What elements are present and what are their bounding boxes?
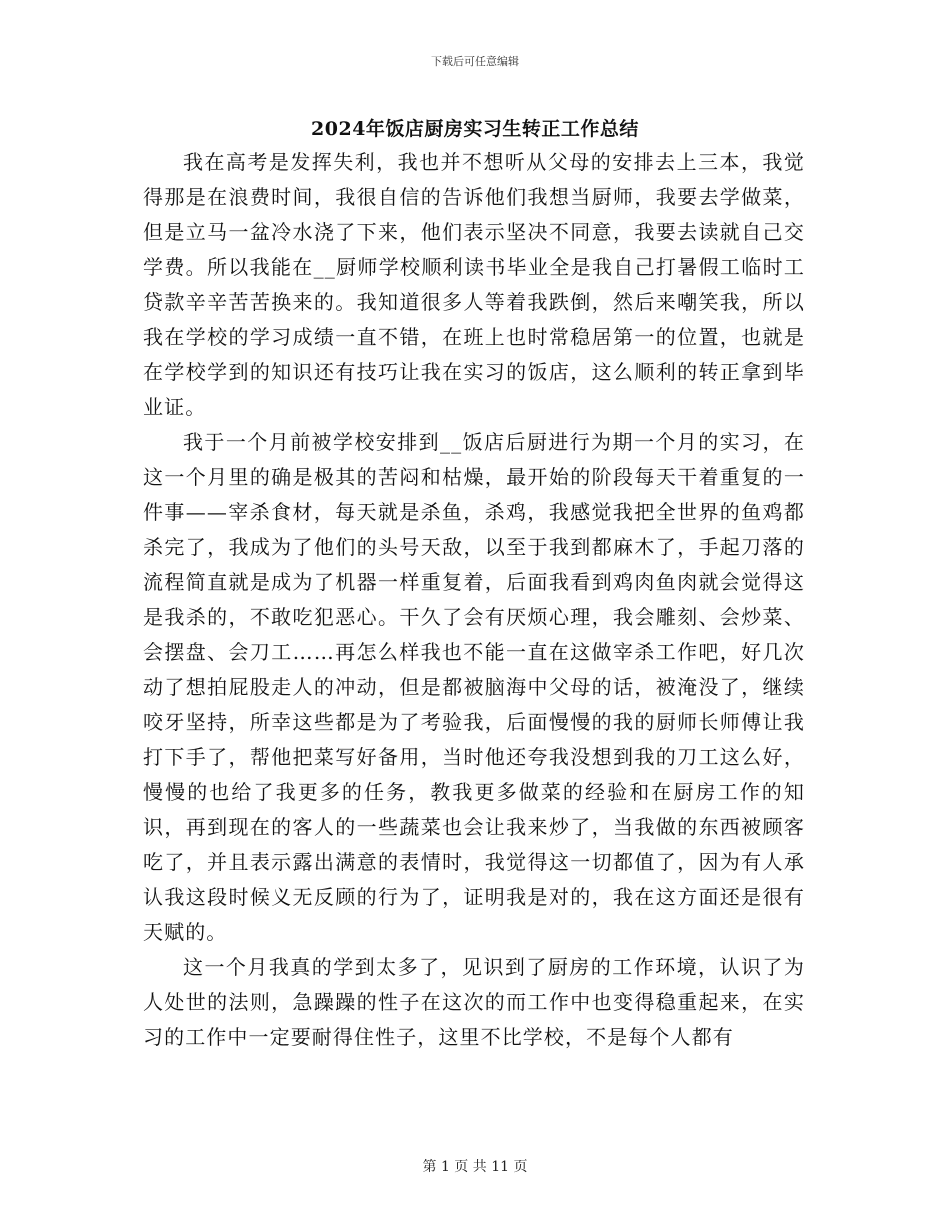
page-number: 第 1 页 共 11 页 xyxy=(422,1159,528,1175)
document-body xyxy=(143,145,805,1055)
paragraph: 这一个月我真的学到太多了，见识到了厨房的工作环境，认识了为人处世的法则，急躁躁的性子在这次的而工作中也变得稳重起来，在实习的工作中一定要耐得住性子，这里不比学校，不是每个人都有 xyxy=(143,955,805,1049)
header-note: 下载后可任意编辑 xyxy=(431,55,519,68)
document-title: 2024年饭店厨房实习生转正工作总结 xyxy=(311,118,639,140)
paragraph: 我在高考是发挥失利，我也并不想听从父母的安排去上三本，我觉得那是在浪费时间，我很自信的告诉他们我想当厨师，我要去学做菜，但是立马一盆冷水浇了下来，他们表示坚决不同意，我要去读就自己交学费。所以我能在__厨师学校顺利读书毕业全是我自己打暑假工临时工贷款辛辛苦苦换来的。我知道很多人等着我跌倒，然后来嘲笑我，所以我在学校的学习成绩一直不错，在班上也时常稳居第一的位置，也就是在学校学到的知识还有技巧让我在实习的饭店，这么顺利的转正拿到毕业证。 xyxy=(143,150,805,419)
paragraph: 我于一个月前被学校安排到__饭店后厨进行为期一个月的实习，在这一个月里的确是极其的苦闷和枯燥，最开始的阶段每天干着重复的一件事——宰杀食材，每天就是杀鱼，杀鸡，我感觉我把全世界的鱼鸡都杀完了，我成为了他们的头号天敌，以至于我到都麻木了，手起刀落的流程简直就是成为了机器一样重复着，后面我看到鸡肉鱼肉就会觉得这是我杀的，不敢吃犯恶心。干久了会有厌烦心理，我会雕刻、会炒菜、会摆盘、会刀工……再怎么样我也不能一直在这做宰杀工作吧，好几次动了想拍屁股走人的冲动，但是都被脑海中父母的话，被淹没了，继续咬牙坚持，所幸这些都是为了考验我，后面慢慢的我的厨师长师傅让我打下手了，帮他把菜写好备用，当时他还夸我没想到我的刀工这么好，慢慢的也给了我更多的任务，教我更多做菜的经验和在厨房工作的知识，再到现在的客人的一些蔬菜也会让我来炒了，当我做的东西被顾客吃了，并且表示露出满意的表情时，我觉得这一切都值了，因为有人承认我这段时候义无反顾的行为了，证明我是对的，我在这方面还是很有天赋的。 xyxy=(143,430,805,944)
